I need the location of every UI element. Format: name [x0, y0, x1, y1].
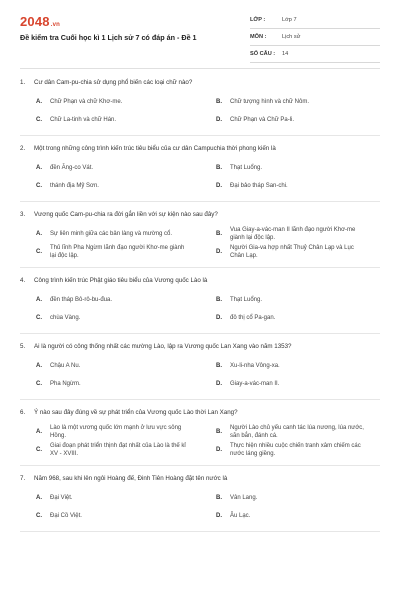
option-letter: A.: [36, 495, 42, 501]
meta-value: Lịch sử: [282, 34, 301, 40]
option-letter: C.: [36, 117, 42, 123]
question-text: Công trình kiến trúc Phật giáo tiêu biểu của Vương quốc Lào là: [34, 277, 208, 284]
answer-option[interactable]: [20, 177, 200, 195]
question-item: [20, 408, 380, 466]
answer-option[interactable]: [200, 159, 380, 177]
answer-option[interactable]: [200, 291, 380, 309]
option-text: Đại bảo tháp San-chi.: [230, 183, 288, 189]
page-header: [0, 0, 400, 66]
answer-options: [20, 489, 380, 525]
answer-option[interactable]: [200, 507, 380, 525]
meta-value: 14: [282, 51, 289, 57]
question-number: 1.: [20, 79, 26, 86]
question-number: 6.: [20, 409, 26, 416]
option-text: Thực hiện nhiều cuộc chiến tranh xâm chiếm các nước láng giềng.: [230, 443, 361, 457]
option-text: Thạt Luổng.: [230, 165, 263, 171]
question-header: [20, 210, 380, 219]
option-letter: C.: [36, 447, 42, 453]
document-title: Đề kiểm tra Cuối học kì 1 Lịch sử 7 có đáp án - Đề 1: [20, 33, 197, 42]
option-letter: D.: [216, 315, 222, 321]
option-text: Chữ Phạn và Chữ Pa-li.: [230, 117, 295, 123]
question-list: [20, 78, 380, 540]
document-meta: [250, 12, 380, 63]
question-number: 5.: [20, 343, 26, 350]
meta-label: MÔN :: [250, 34, 267, 40]
answer-option[interactable]: [20, 243, 200, 261]
option-letter: A.: [36, 429, 42, 435]
meta-value: Lớp 7: [282, 17, 297, 23]
answer-option[interactable]: [20, 309, 200, 327]
option-letter: D.: [216, 513, 222, 519]
option-letter: A.: [36, 297, 42, 303]
option-letter: C.: [36, 381, 42, 387]
question-item: [20, 210, 380, 268]
option-text: Xu-li-nha Vông-xa.: [230, 363, 280, 369]
option-letter: A.: [36, 165, 42, 171]
option-text: Người Lào chủ yếu canh tác lúa nương, lúa nước, săn bắn, đánh cá.: [230, 425, 364, 439]
option-text: Sự liên minh giữa các bản làng và mường cổ.: [50, 231, 173, 237]
option-text: Giai đoạn phát triển thịnh đạt nhất của Lào là thế kỉ XV - XVIII.: [50, 443, 186, 457]
option-letter: A.: [36, 99, 42, 105]
option-letter: B.: [216, 363, 222, 369]
answer-option[interactable]: [200, 93, 380, 111]
answer-options: [20, 423, 380, 459]
question-item: [20, 276, 380, 334]
meta-row-subject: [250, 29, 380, 46]
logo-text: 2048: [20, 14, 50, 29]
question-item: [20, 144, 380, 202]
answer-option[interactable]: [20, 489, 200, 507]
option-text: Chữ La-tinh và chữ Hán.: [50, 117, 117, 123]
option-text: Chữ Phạn và chữ Khơ-me.: [50, 99, 123, 105]
question-number: 2.: [20, 145, 26, 152]
option-letter: D.: [216, 117, 222, 123]
question-header: [20, 342, 380, 351]
meta-row-question-count: [250, 46, 380, 63]
logo-suffix: .vn: [50, 22, 61, 28]
option-text: Vân Lang.: [230, 495, 258, 501]
option-letter: D.: [216, 447, 222, 453]
option-letter: C.: [36, 513, 42, 519]
option-text: đền tháp Bô-rô-bu-đua.: [50, 297, 113, 303]
option-letter: C.: [36, 315, 42, 321]
answer-options: [20, 291, 380, 327]
option-text: Thủ lĩnh Pha Ngừm lãnh đạo người Khơ-me giành lại độc lập.: [50, 245, 185, 259]
question-number: 4.: [20, 277, 26, 284]
option-letter: B.: [216, 429, 222, 435]
answer-option[interactable]: [20, 159, 200, 177]
answer-option[interactable]: [20, 375, 200, 393]
option-text: đền Ăng-co Vát.: [50, 165, 94, 171]
meta-label: LỚP :: [250, 17, 266, 23]
answer-option[interactable]: [200, 357, 380, 375]
option-text: Thạt Luổng.: [230, 297, 263, 303]
option-letter: B.: [216, 297, 222, 303]
option-text: Chậu A Nu.: [50, 363, 81, 369]
question-number: 3.: [20, 211, 26, 218]
question-number: 7.: [20, 475, 26, 482]
answer-option[interactable]: [200, 111, 380, 129]
option-text: Vua Giay-a-vác-man II lãnh đạo người Khơ-me giành lại độc lập.: [230, 227, 356, 241]
option-letter: A.: [36, 231, 42, 237]
option-text: Lào là một vương quốc lớn mạnh ở lưu vực sông Hồng.: [50, 425, 182, 439]
answer-option[interactable]: [20, 357, 200, 375]
option-letter: A.: [36, 363, 42, 369]
answer-option[interactable]: [200, 177, 380, 195]
option-letter: B.: [216, 231, 222, 237]
meta-row-class: [250, 12, 380, 29]
option-text: thánh địa Mỹ Sơn.: [50, 183, 99, 189]
option-text: Âu Lạc.: [230, 513, 251, 519]
answer-option[interactable]: [200, 309, 380, 327]
question-text: Vương quốc Cam-pu-chia ra đời gắn liền với sự kiện nào sau đây?: [34, 211, 218, 218]
answer-option[interactable]: [20, 441, 200, 459]
option-letter: D.: [216, 381, 222, 387]
answer-option[interactable]: [200, 225, 380, 243]
option-letter: B.: [216, 99, 222, 105]
site-logo[interactable]: [20, 14, 60, 29]
option-text: Chữ tượng hình và chữ Nôm.: [230, 99, 310, 105]
option-text: Đại Việt.: [50, 495, 73, 501]
question-text: Ai là người có công thống nhất các mường Lào, lập ra Vương quốc Lan Xang vào năm 1353?: [34, 343, 292, 350]
question-header: [20, 408, 380, 417]
option-letter: C.: [36, 249, 42, 255]
meta-label: SỐ CÂU :: [250, 51, 276, 57]
option-letter: B.: [216, 165, 222, 171]
option-text: chùa Vàng.: [50, 315, 81, 321]
answer-options: [20, 159, 380, 195]
question-text: Ý nào sau đây đúng về sự phát triển của Vương quốc Lào thời Lan Xang?: [34, 409, 238, 416]
answer-option[interactable]: [20, 507, 200, 525]
option-text: Giay-a-vác-man II.: [230, 381, 280, 387]
option-text: Pha Ngừm.: [50, 381, 81, 387]
question-header: [20, 276, 380, 285]
answer-option[interactable]: [200, 423, 380, 441]
question-text: Một trong những công trình kiến trúc tiêu biểu của cư dân Campuchia thời phong kiến là: [34, 145, 276, 152]
question-item: [20, 342, 380, 400]
option-text: Đại Cồ Việt.: [50, 513, 82, 519]
answer-option[interactable]: [20, 225, 200, 243]
answer-option[interactable]: [20, 291, 200, 309]
answer-option[interactable]: [200, 243, 380, 261]
question-item: [20, 474, 380, 532]
question-item: [20, 78, 380, 136]
question-text: Năm 968, sau khi lên ngôi Hoàng đế, Đinh Tiên Hoàng đặt tên nước là: [34, 475, 228, 482]
question-header: [20, 144, 380, 153]
option-letter: D.: [216, 183, 222, 189]
option-letter: D.: [216, 249, 222, 255]
answer-option[interactable]: [200, 375, 380, 393]
answer-option[interactable]: [20, 111, 200, 129]
option-letter: C.: [36, 183, 42, 189]
question-text: Cư dân Cam-pu-chia sử dụng phổ biến các loại chữ nào?: [34, 79, 193, 86]
option-text: đô thị cổ Pa-gan.: [230, 315, 276, 321]
answer-option[interactable]: [200, 441, 380, 459]
question-header: [20, 78, 380, 87]
question-header: [20, 474, 380, 483]
answer-options: [20, 93, 380, 129]
option-letter: B.: [216, 495, 222, 501]
answer-options: [20, 357, 380, 393]
answer-option[interactable]: [20, 423, 200, 441]
header-divider: [20, 68, 380, 69]
answer-options: [20, 225, 380, 261]
answer-option[interactable]: [200, 489, 380, 507]
answer-option[interactable]: [20, 93, 200, 111]
option-text: Người Gia-va hợp nhất Thuỷ Chân Lạp và Lục Chân Lạp.: [230, 245, 354, 259]
